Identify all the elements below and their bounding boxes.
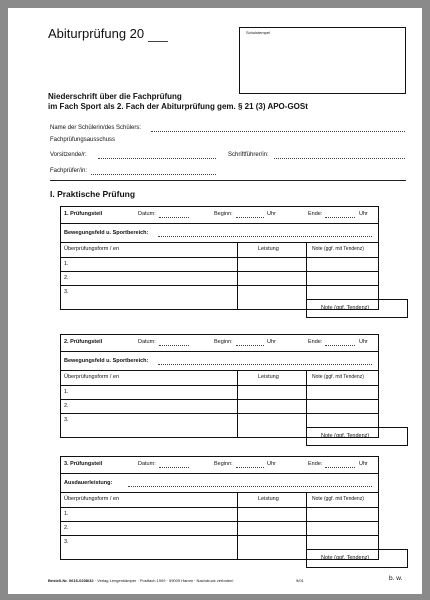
- part-1-total-label: Note (ggf. Tendenz): [321, 305, 370, 311]
- part-1-perf-header: Leistung: [258, 246, 279, 252]
- header-divider: [50, 180, 406, 181]
- part-1-row-divider: [60, 223, 379, 224]
- part-2-row-1: 1.: [64, 389, 69, 395]
- part-2-row-divider: [60, 399, 379, 400]
- examiner-label: Fachprüfer/in:: [50, 168, 88, 174]
- part-3-start-label: Beginn:: [214, 461, 233, 467]
- form-title: [48, 26, 144, 41]
- footer-code: 9/01: [296, 578, 304, 583]
- part-3-date-label: Datum:: [138, 461, 156, 467]
- part-3-total-label: Note (ggf. Tendenz): [321, 555, 370, 561]
- part-1-box: [60, 206, 379, 310]
- part-1-col-divider: [237, 242, 238, 310]
- part-1-row-2: 2.: [64, 275, 69, 281]
- stamp-label: Schulstempel: [246, 30, 271, 35]
- part-1-end-field[interactable]: [325, 217, 355, 218]
- part-2-row-divider: [60, 413, 379, 414]
- part-1-date-field[interactable]: [159, 217, 189, 218]
- part-1-row-divider: [60, 271, 379, 272]
- part-2-row-3: 3.: [64, 417, 69, 423]
- part-1-start-unit: Uhr: [267, 211, 276, 217]
- part-3-row-3: 3.: [64, 539, 69, 545]
- part-2-box: [60, 334, 379, 438]
- part-3-row-divider: [60, 535, 379, 536]
- part-3-total-box[interactable]: [306, 549, 408, 568]
- part-1-area-label: Bewegungsfeld u. Sportbereich:: [64, 230, 149, 236]
- recorder-label: Schriftführer/in:: [228, 152, 269, 158]
- part-2-start-label: Beginn:: [214, 339, 233, 345]
- part-2-date-label: Datum:: [138, 339, 156, 345]
- part-2-row-divider: [60, 370, 379, 371]
- chair-line[interactable]: [98, 158, 216, 159]
- footer-order-no: Bestell-Nr. 0616-0208/32: [48, 578, 94, 583]
- form-title-text: Abiturprüfung 20: [48, 26, 145, 41]
- part-3-form-header: Überprüfungsform / en: [64, 496, 120, 502]
- part-3-box: [60, 456, 379, 560]
- part-3-perf-header: Leistung: [258, 496, 279, 502]
- part-2-end-unit: Uhr: [359, 339, 368, 345]
- part-1-area-field[interactable]: [158, 236, 372, 237]
- part-3-row-divider: [60, 507, 379, 508]
- part-1-end-label: Ende:: [308, 211, 323, 217]
- part-2-date-field[interactable]: [159, 345, 189, 346]
- part-3-date-field[interactable]: [159, 467, 189, 468]
- part-2-col-divider: [237, 370, 238, 438]
- part-3-grade-header: Note (ggf. mit Tendenz): [312, 496, 364, 502]
- part-1-date-label: Datum:: [138, 211, 156, 217]
- part-2-total-box[interactable]: [306, 427, 408, 446]
- part-2-row-2: 2.: [64, 403, 69, 409]
- part-1-row-divider: [60, 257, 379, 258]
- student-name-line[interactable]: [151, 131, 405, 132]
- part-3-end-label: Ende:: [308, 461, 323, 467]
- part-2-end-label: Ende:: [308, 339, 323, 345]
- recorder-line[interactable]: [274, 158, 405, 159]
- part-2-area-label: Bewegungsfeld u. Sportbereich:: [64, 358, 149, 364]
- part-3-col-divider: [237, 492, 238, 560]
- part-3-row-2: 2.: [64, 525, 69, 531]
- part-1-total-box[interactable]: [306, 299, 408, 318]
- part-2-area-field[interactable]: [158, 364, 372, 365]
- part-3-row-divider: [60, 492, 379, 493]
- part-2-total-label: Note (ggf. Tendenz): [321, 433, 370, 439]
- part-3-end-field[interactable]: [325, 467, 355, 468]
- footer-publisher: · Verlag Lengenkämper · Postfach 1909 · 59009 Hamm · Nachdruck verboten!: [94, 578, 234, 583]
- part-2-form-header: Überprüfungsform / en: [64, 374, 120, 380]
- footer-imprint: [48, 578, 233, 583]
- form-sheet: [8, 8, 422, 594]
- part-3-row-1: 1.: [64, 511, 69, 517]
- heading-line2: im Fach Sport als 2. Fach der Abiturprüfung gem. § 21 (3) APO-GOSt: [48, 102, 308, 111]
- part-3-area-label: Ausdauerleistung:: [64, 480, 113, 486]
- part-1-start-label: Beginn:: [214, 211, 233, 217]
- part-2-grade-header: Note (ggf. mit Tendenz): [312, 374, 364, 380]
- footer-turn-over: b. w.: [389, 575, 403, 582]
- part-2-end-field[interactable]: [325, 345, 355, 346]
- part-1-row-divider: [60, 285, 379, 286]
- part-1-form-header: Überprüfungsform / en: [64, 246, 120, 252]
- part-3-end-unit: Uhr: [359, 461, 368, 467]
- part-1-grade-header: Note (ggf. mit Tendenz): [312, 246, 364, 252]
- part-1-row-1: 1.: [64, 261, 69, 267]
- part-1-label: 1. Prüfungsteil: [64, 211, 103, 217]
- school-stamp-box: [239, 27, 406, 94]
- examiner-line[interactable]: [91, 174, 216, 175]
- part-3-row-divider: [60, 473, 379, 474]
- part-1-row-3: 3.: [64, 289, 69, 295]
- part-3-start-unit: Uhr: [267, 461, 276, 467]
- section-title: I. Praktische Prüfung: [50, 189, 136, 199]
- heading-line1: Niederschrift über die Fachprüfung: [48, 92, 182, 101]
- committee-label: Fachprüfungsausschuss: [50, 137, 116, 143]
- part-3-label: 3. Prüfungsteil: [64, 461, 103, 467]
- part-2-row-divider: [60, 385, 379, 386]
- part-2-start-field[interactable]: [236, 345, 264, 346]
- student-name-label: Name der Schülerin/des Schülers:: [50, 125, 142, 131]
- part-3-row-divider: [60, 521, 379, 522]
- chair-label: Vorsitzende/r:: [50, 152, 87, 158]
- part-3-area-field[interactable]: [128, 486, 372, 487]
- part-3-start-field[interactable]: [236, 467, 264, 468]
- year-blank[interactable]: [148, 41, 168, 42]
- part-2-label: 2. Prüfungsteil: [64, 339, 103, 345]
- part-2-perf-header: Leistung: [258, 374, 279, 380]
- part-2-row-divider: [60, 351, 379, 352]
- part-1-row-divider: [60, 242, 379, 243]
- part-1-end-unit: Uhr: [359, 211, 368, 217]
- part-1-start-field[interactable]: [236, 217, 264, 218]
- part-2-start-unit: Uhr: [267, 339, 276, 345]
